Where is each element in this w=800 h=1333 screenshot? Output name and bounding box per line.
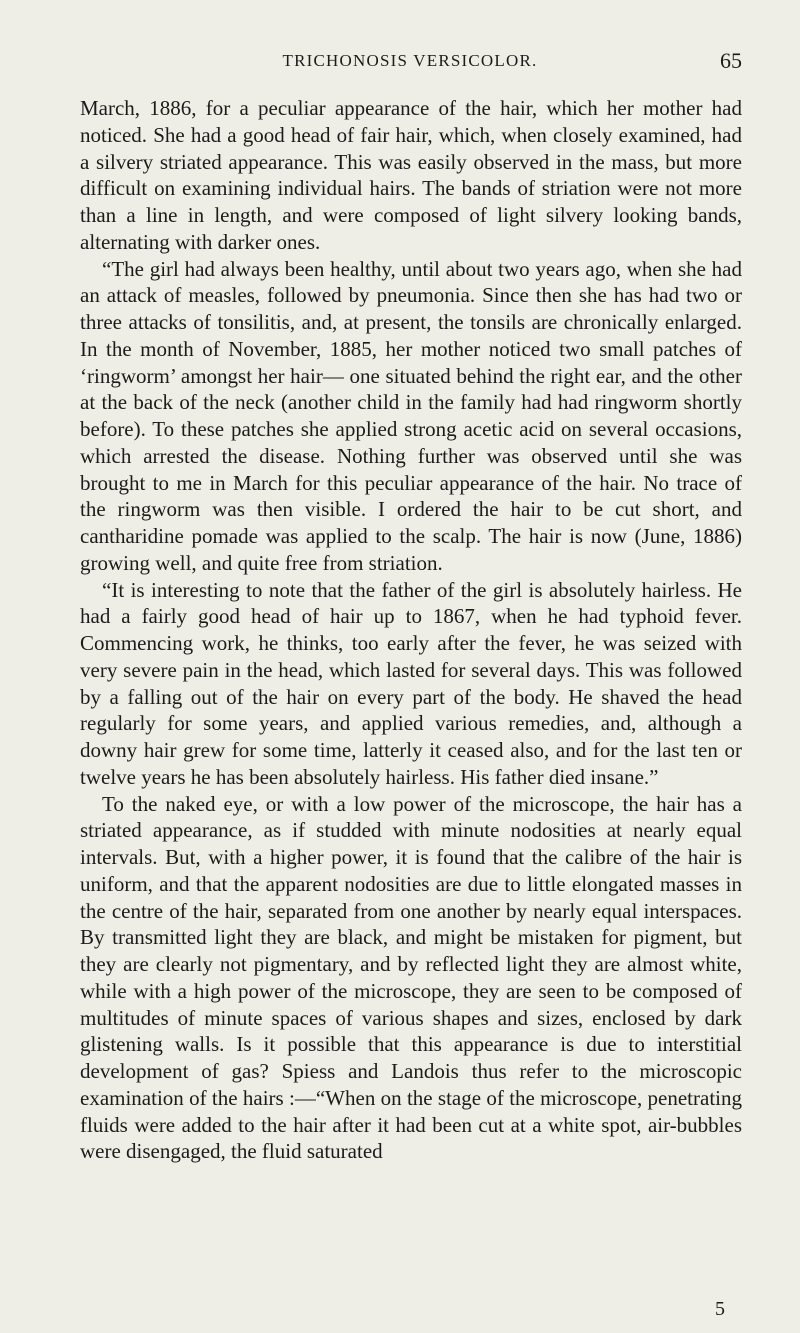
running-head [78,46,742,76]
paragraph-1: March, 1886, for a peculiar appearance of the hair, which her mother had noticed. She had a good head of fair hair, which, when closely examined, had a silvery striated appearance. This was easily observed in the mass, but more difficult on examining individual hairs. The bands of striation were not more than a line in length, and were composed of light silvery looking bands, alternating with darker ones. [80,96,742,254]
paragraph-2: “The girl had always been healthy, until about two years ago, when she had an attack of measles, followed by pneumonia. Since then she has had two or three attacks of tonsilitis, and, at present, the tonsils are chronically enlarged. In the month of November, 1885, her mother noticed two small patches of ‘ringworm’ amongst her hair— one situated behind the right ear, and the other at the back of the neck (another child in the family had had ringworm shortly before). To these patches she applied strong acetic acid on several occasions, which arrested the disease. Nothing further was observed until she was brought to me in March for this peculiar appearance of the hair. No trace of the ringworm was then visible. I ordered the hair to be cut short, and cantharidine pomade was applied to the scalp. The hair is now (June, 1886) growing well, and quite free from striation. [80,256,742,575]
running-title: TRICHONOSIS VERSICOLOR. [282,51,538,70]
paragraph-3: “It is interesting to note that the father of the girl is absolutely hairless. He had a fairly good head of hair up to 1867, when he had typhoid fever. Commencing work, he thinks, too early after the fever, he was seized with very severe pain in the head, which lasted for several days. This was followed by a falling out of the hair on every part of the body. He shaved the head regularly for some years, and applied various remedies, and, although a downy hair grew for some time, latterly it ceased also, and for the last ten or twelve years he has been absolutely hairless. His father died insane.” [80,577,742,789]
page-number: 65 [720,48,742,73]
paragraph-4: To the naked eye, or with a low power of the microscope, the hair has a striated appearance, as if studded with minute nodosities at nearly equal intervals. But, with a higher power, it is found that the calibre of the hair is uniform, and that the apparent nodosities are due to little elongated masses in the centre of the hair, separated from one another by nearly equal interspaces. By transmitted light they are black, and might be mistaken for pigment, but they are clearly not pigmentary, and by reflected light they are almost white, while with a high power of the microscope, they are seen to be composed of multitudes of minute spaces of various shapes and sizes, enclosed by dark glistening walls. Is it possible that this appearance is due to interstitial development of gas? Spiess and Landois thus refer to the microscopic examination of the hairs :—“When on the stage of the microscope, penetrating fluids were added to the hair after it had been cut at a white spot, air-bubbles were disengaged, the fluid saturated [80,791,742,1164]
body-text [80,95,742,1165]
signature-mark: 5 [715,1298,725,1320]
